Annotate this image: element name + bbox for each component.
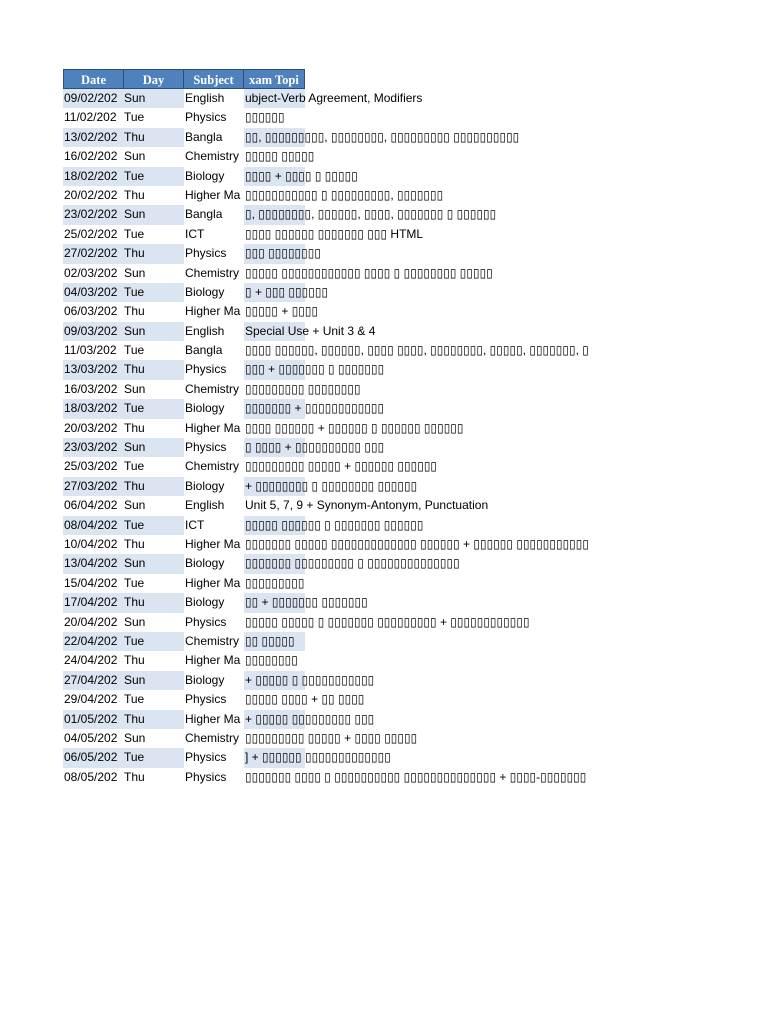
date-cell[interactable]: 06/03/202: [64, 304, 118, 319]
table-row: [63, 516, 768, 535]
topic-cell[interactable]: ▯▯▯▯▯▯▯▯▯ ▯▯▯▯▯ + ▯▯▯▯▯▯ ▯▯▯▯▯▯: [245, 459, 438, 474]
subject-cell[interactable]: Physics: [185, 769, 227, 784]
topic-cell[interactable]: ▯▯▯▯▯ ▯▯▯▯▯▯▯▯▯▯▯▯ ▯▯▯▯ ▯ ▯▯▯▯▯▯▯▯ ▯▯▯▯▯: [245, 265, 493, 280]
topic-cell[interactable]: ▯▯▯▯ ▯▯▯▯▯▯ ▯▯▯▯▯▯▯ ▯▯▯ HTML: [245, 226, 424, 241]
day-cell[interactable]: Thu: [124, 129, 145, 144]
date-cell[interactable]: 29/04/202: [64, 692, 118, 707]
header-date[interactable]: Date: [63, 69, 124, 89]
topic-cell[interactable]: ubject-Verb Agreement, Modifiers: [245, 91, 423, 105]
table-row: [63, 360, 768, 379]
date-cell[interactable]: 09/03/202: [64, 323, 118, 338]
table-row: [63, 380, 768, 399]
subject-cell[interactable]: Higher Ma: [185, 420, 241, 435]
table-row: [63, 244, 768, 263]
day-cell[interactable]: Tue: [124, 517, 145, 532]
day-cell[interactable]: Sun: [124, 91, 146, 105]
date-cell[interactable]: 13/03/202: [64, 362, 118, 377]
table-row: [63, 496, 768, 515]
topic-cell[interactable]: ▯▯▯▯▯▯▯▯▯ ▯▯▯▯▯▯▯▯: [245, 381, 361, 396]
table-row: [63, 108, 768, 127]
date-cell[interactable]: 10/04/202: [64, 536, 118, 551]
topic-cell[interactable]: ▯▯▯ + ▯▯▯▯▯▯▯ ▯ ▯▯▯▯▯▯▯: [245, 362, 385, 377]
subject-cell[interactable]: Higher Ma: [185, 304, 241, 319]
day-cell[interactable]: Thu: [124, 246, 145, 261]
topic-cell[interactable]: ▯, ▯▯▯▯▯▯▯▯, ▯▯▯▯▯▯, ▯▯▯▯, ▯▯▯▯▯▯▯ ▯ ▯▯▯▯▯▯: [245, 207, 497, 222]
day-cell[interactable]: Tue: [124, 575, 145, 590]
topic-cell[interactable]: ▯▯▯▯ ▯▯▯▯▯▯ + ▯▯▯▯▯▯ ▯ ▯▯▯▯▯▯ ▯▯▯▯▯▯: [245, 420, 464, 435]
day-cell[interactable]: Tue: [124, 110, 145, 125]
table-row: [63, 729, 768, 748]
subject-cell[interactable]: Chemistry: [185, 459, 240, 474]
date-cell[interactable]: 06/05/202: [64, 750, 118, 765]
day-cell[interactable]: Thu: [124, 595, 145, 610]
table-row: [63, 457, 768, 476]
subject-cell[interactable]: Higher Ma: [185, 653, 241, 668]
subject-cell[interactable]: Biology: [185, 478, 225, 493]
day-cell[interactable]: Tue: [124, 459, 145, 474]
subject-cell[interactable]: Higher Ma: [185, 187, 241, 202]
subject-cell[interactable]: Bangla: [185, 343, 223, 358]
day-cell[interactable]: Sun: [124, 381, 146, 396]
day-cell[interactable]: Tue: [124, 168, 145, 183]
subject-cell[interactable]: Biology: [185, 556, 225, 571]
date-cell[interactable]: 01/05/202: [64, 711, 118, 726]
subject-cell[interactable]: Biology: [185, 672, 225, 687]
topic-cell[interactable]: + ▯▯▯▯▯ ▯▯▯▯▯▯▯▯▯ ▯▯▯: [245, 711, 375, 726]
table-row: [63, 477, 768, 496]
day-cell[interactable]: Tue: [124, 401, 145, 416]
date-cell[interactable]: 24/04/202: [64, 653, 118, 668]
exam-schedule-sheet: [63, 69, 768, 787]
topic-cell[interactable]: + ▯▯▯▯▯▯▯▯ ▯ ▯▯▯▯▯▯▯▯ ▯▯▯▯▯▯: [245, 478, 418, 493]
topic-cell[interactable]: ▯▯▯▯▯▯▯▯▯: [245, 575, 305, 590]
subject-cell[interactable]: Chemistry: [185, 730, 240, 745]
day-cell[interactable]: Thu: [124, 362, 145, 377]
date-cell[interactable]: 20/02/202: [64, 187, 118, 202]
date-cell[interactable]: 25/02/202: [64, 226, 118, 241]
topic-cell[interactable]: ▯▯▯ ▯▯▯▯▯▯▯▯: [245, 246, 321, 261]
subject-cell[interactable]: Chemistry: [185, 149, 240, 164]
table-row: [63, 225, 768, 244]
day-cell[interactable]: Thu: [124, 478, 145, 493]
topic-cell[interactable]: ▯▯▯▯ + ▯▯▯▯ ▯ ▯▯▯▯▯: [245, 168, 358, 183]
table-row: [63, 768, 768, 787]
date-cell[interactable]: 16/03/202: [64, 381, 118, 396]
topic-cell[interactable]: ▯▯▯▯▯▯▯ ▯▯▯▯ ▯ ▯▯▯▯▯▯▯▯▯▯ ▯▯▯▯▯▯▯▯▯▯▯▯▯▯ + ▯▯▯▯-▯▯▯▯▯▯▯: [245, 769, 587, 784]
subject-cell[interactable]: Biology: [185, 284, 225, 299]
subject-cell[interactable]: ICT: [185, 226, 205, 241]
table-row: [63, 322, 768, 341]
table-row: [63, 89, 768, 108]
date-cell[interactable]: 27/03/202: [64, 478, 118, 493]
topic-cell[interactable]: ▯▯▯▯▯▯▯▯: [245, 653, 298, 668]
topic-cell[interactable]: ▯▯▯▯▯▯▯ ▯▯▯▯▯ ▯▯▯▯▯▯▯▯▯▯▯▯▯ ▯▯▯▯▯▯ + ▯▯▯▯▯▯ ▯▯▯▯▯▯▯▯▯▯▯: [245, 536, 589, 551]
subject-cell[interactable]: Physics: [185, 692, 227, 707]
day-cell[interactable]: Thu: [124, 769, 145, 784]
date-cell[interactable]: 22/04/202: [64, 633, 118, 648]
subject-cell[interactable]: Physics: [185, 440, 227, 455]
table-row: [63, 574, 768, 593]
day-cell[interactable]: Thu: [124, 187, 145, 202]
date-cell[interactable]: 25/03/202: [64, 459, 118, 474]
table-row: [63, 186, 768, 205]
date-cell[interactable]: 23/02/202: [64, 207, 118, 222]
table-row: [63, 264, 768, 283]
day-cell[interactable]: Tue: [124, 633, 145, 648]
date-cell[interactable]: 11/02/202: [64, 110, 117, 125]
date-cell[interactable]: 04/05/202: [64, 730, 118, 745]
date-cell[interactable]: 13/02/202: [64, 129, 118, 144]
topic-cell[interactable]: ▯ + ▯▯▯ ▯▯▯▯▯▯: [245, 284, 329, 299]
date-cell[interactable]: 16/02/202: [64, 149, 118, 164]
topic-cell[interactable]: ▯▯▯▯▯ ▯▯▯▯▯▯ ▯ ▯▯▯▯▯▯▯ ▯▯▯▯▯▯: [245, 517, 424, 532]
day-cell[interactable]: Tue: [124, 226, 145, 241]
date-cell[interactable]: 27/04/202: [64, 672, 118, 687]
date-cell[interactable]: 08/05/202: [64, 769, 118, 784]
table-row: [63, 438, 768, 457]
table-row: [63, 205, 768, 224]
table-row: [63, 399, 768, 418]
day-cell[interactable]: Sun: [124, 440, 146, 455]
subject-cell[interactable]: Higher Ma: [185, 711, 241, 726]
subject-cell[interactable]: Chemistry: [185, 633, 240, 648]
topic-cell[interactable]: ▯▯▯▯▯▯▯▯▯ ▯▯▯▯▯ + ▯▯▯▯ ▯▯▯▯▯: [245, 730, 418, 745]
day-cell[interactable]: Sun: [124, 556, 146, 571]
date-cell[interactable]: 09/02/202: [64, 91, 118, 105]
subject-cell[interactable]: Physics: [185, 750, 227, 765]
topic-cell[interactable]: ▯▯▯▯▯▯▯ ▯▯▯▯▯▯▯▯▯ ▯ ▯▯▯▯▯▯▯▯▯▯▯▯▯▯: [245, 556, 460, 571]
day-cell[interactable]: Tue: [124, 750, 145, 765]
topic-cell[interactable]: ] + ▯▯▯▯▯▯ ▯▯▯▯▯▯▯▯▯▯▯▯▯: [245, 750, 391, 765]
table-row: [63, 710, 768, 729]
day-cell[interactable]: Thu: [124, 304, 145, 319]
topic-cell[interactable]: Special Use + Unit 3 & 4: [245, 323, 376, 338]
day-cell[interactable]: Sun: [124, 265, 146, 280]
subject-cell[interactable]: ICT: [185, 517, 205, 532]
subject-cell[interactable]: Biology: [185, 401, 225, 416]
table-body: [63, 89, 768, 787]
topic-cell[interactable]: Unit 5, 7, 9 + Synonym-Antonym, Punctuation: [245, 498, 489, 513]
date-cell[interactable]: 11/03/202: [64, 343, 117, 358]
date-cell[interactable]: 27/02/202: [64, 246, 118, 261]
day-cell[interactable]: Thu: [124, 536, 145, 551]
subject-cell[interactable]: Biology: [185, 168, 225, 183]
topic-cell[interactable]: ▯▯▯▯▯▯▯ + ▯▯▯▯▯▯▯▯▯▯▯▯: [245, 401, 385, 416]
topic-cell[interactable]: ▯▯▯▯▯▯: [245, 110, 285, 125]
topic-cell[interactable]: ▯ ▯▯▯▯ + ▯▯▯▯▯▯▯▯▯▯ ▯▯▯: [245, 440, 385, 455]
table-row: [63, 147, 768, 166]
day-cell[interactable]: Sun: [124, 498, 146, 513]
subject-cell[interactable]: English: [185, 91, 225, 105]
subject-cell[interactable]: Physics: [185, 110, 227, 125]
table-row: [63, 593, 768, 612]
table-row: [63, 419, 768, 438]
table-row: [63, 554, 768, 573]
day-cell[interactable]: Sun: [124, 149, 146, 164]
subject-cell[interactable]: Chemistry: [185, 381, 240, 396]
day-cell[interactable]: Sun: [124, 614, 146, 629]
table-row: [63, 651, 768, 670]
subject-cell[interactable]: Physics: [185, 614, 227, 629]
table-row: [63, 690, 768, 709]
day-cell[interactable]: Thu: [124, 420, 145, 435]
topic-cell[interactable]: ▯▯▯▯▯▯▯▯▯▯▯ ▯ ▯▯▯▯▯▯▯▯▯, ▯▯▯▯▯▯▯: [245, 187, 444, 202]
subject-cell[interactable]: Biology: [185, 595, 225, 610]
subject-cell[interactable]: Bangla: [185, 207, 223, 222]
subject-cell[interactable]: Physics: [185, 246, 227, 261]
date-cell[interactable]: 08/04/202: [64, 517, 118, 532]
topic-cell[interactable]: ▯▯▯▯▯ ▯▯▯▯▯: [245, 149, 315, 164]
subject-cell[interactable]: Physics: [185, 362, 227, 377]
date-cell[interactable]: 13/04/202: [64, 556, 118, 571]
date-cell[interactable]: 02/03/202: [64, 265, 118, 280]
table-row: [63, 283, 768, 302]
day-cell[interactable]: Sun: [124, 207, 146, 222]
subject-cell[interactable]: English: [185, 498, 225, 513]
table-row: [63, 613, 768, 632]
header-subject[interactable]: Subject: [184, 69, 244, 89]
table-row: [63, 302, 768, 321]
topic-cell[interactable]: ▯▯▯▯▯ + ▯▯▯▯: [245, 304, 319, 319]
header-day[interactable]: Day: [124, 69, 184, 89]
topic-cell[interactable]: ▯▯▯▯▯ ▯▯▯▯ + ▯▯ ▯▯▯▯: [245, 692, 365, 707]
day-cell[interactable]: Sun: [124, 672, 146, 687]
date-cell[interactable]: 18/03/202: [64, 401, 118, 416]
subject-cell[interactable]: Higher Ma: [185, 536, 241, 551]
date-cell[interactable]: 20/04/202: [64, 614, 118, 629]
topic-cell[interactable]: ▯▯ ▯▯▯▯▯: [245, 633, 295, 648]
date-cell[interactable]: 04/03/202: [64, 284, 118, 299]
day-cell[interactable]: Thu: [124, 653, 145, 668]
table-row: [63, 632, 768, 651]
day-cell[interactable]: Sun: [124, 323, 146, 338]
date-cell[interactable]: 15/04/202: [64, 575, 118, 590]
subject-cell[interactable]: Chemistry: [185, 265, 240, 280]
date-cell[interactable]: 23/03/202: [64, 440, 118, 455]
date-cell[interactable]: 18/02/202: [64, 168, 118, 183]
date-cell[interactable]: 06/04/202: [64, 498, 118, 513]
subject-cell[interactable]: Bangla: [185, 129, 223, 144]
date-cell[interactable]: 20/03/202: [64, 420, 118, 435]
day-cell[interactable]: Tue: [124, 692, 145, 707]
topic-cell[interactable]: ▯▯, ▯▯▯▯▯▯▯▯▯, ▯▯▯▯▯▯▯▯, ▯▯▯▯▯▯▯▯▯ ▯▯▯▯▯▯▯▯▯▯: [245, 129, 520, 144]
date-cell[interactable]: 17/04/202: [64, 595, 118, 610]
subject-cell[interactable]: English: [185, 323, 225, 338]
day-cell[interactable]: Thu: [124, 711, 145, 726]
topic-cell[interactable]: ▯▯▯▯ ▯▯▯▯▯▯, ▯▯▯▯▯▯, ▯▯▯▯ ▯▯▯▯, ▯▯▯▯▯▯▯▯, ▯▯▯▯▯, ▯▯▯▯▯▯▯, ▯: [245, 343, 589, 358]
header-exam-topic[interactable]: xam Topi: [244, 69, 305, 89]
subject-cell[interactable]: Higher Ma: [185, 575, 241, 590]
topic-cell[interactable]: ▯▯ + ▯▯▯▯▯▯▯ ▯▯▯▯▯▯▯: [245, 595, 368, 610]
header-row: [63, 69, 305, 89]
topic-cell[interactable]: + ▯▯▯▯▯ ▯ ▯▯▯▯▯▯▯▯▯▯▯: [245, 672, 375, 687]
table-row: [63, 167, 768, 186]
table-row: [63, 671, 768, 690]
day-cell[interactable]: Tue: [124, 284, 145, 299]
day-cell[interactable]: Tue: [124, 343, 145, 358]
table-row: [63, 341, 768, 360]
topic-cell[interactable]: ▯▯▯▯▯ ▯▯▯▯▯ ▯ ▯▯▯▯▯▯▯ ▯▯▯▯▯▯▯▯▯ + ▯▯▯▯▯▯▯▯▯▯▯▯: [245, 614, 530, 629]
table-row: [63, 748, 768, 767]
table-row: [63, 535, 768, 554]
day-cell[interactable]: Sun: [124, 730, 146, 745]
table-row: [63, 128, 768, 147]
